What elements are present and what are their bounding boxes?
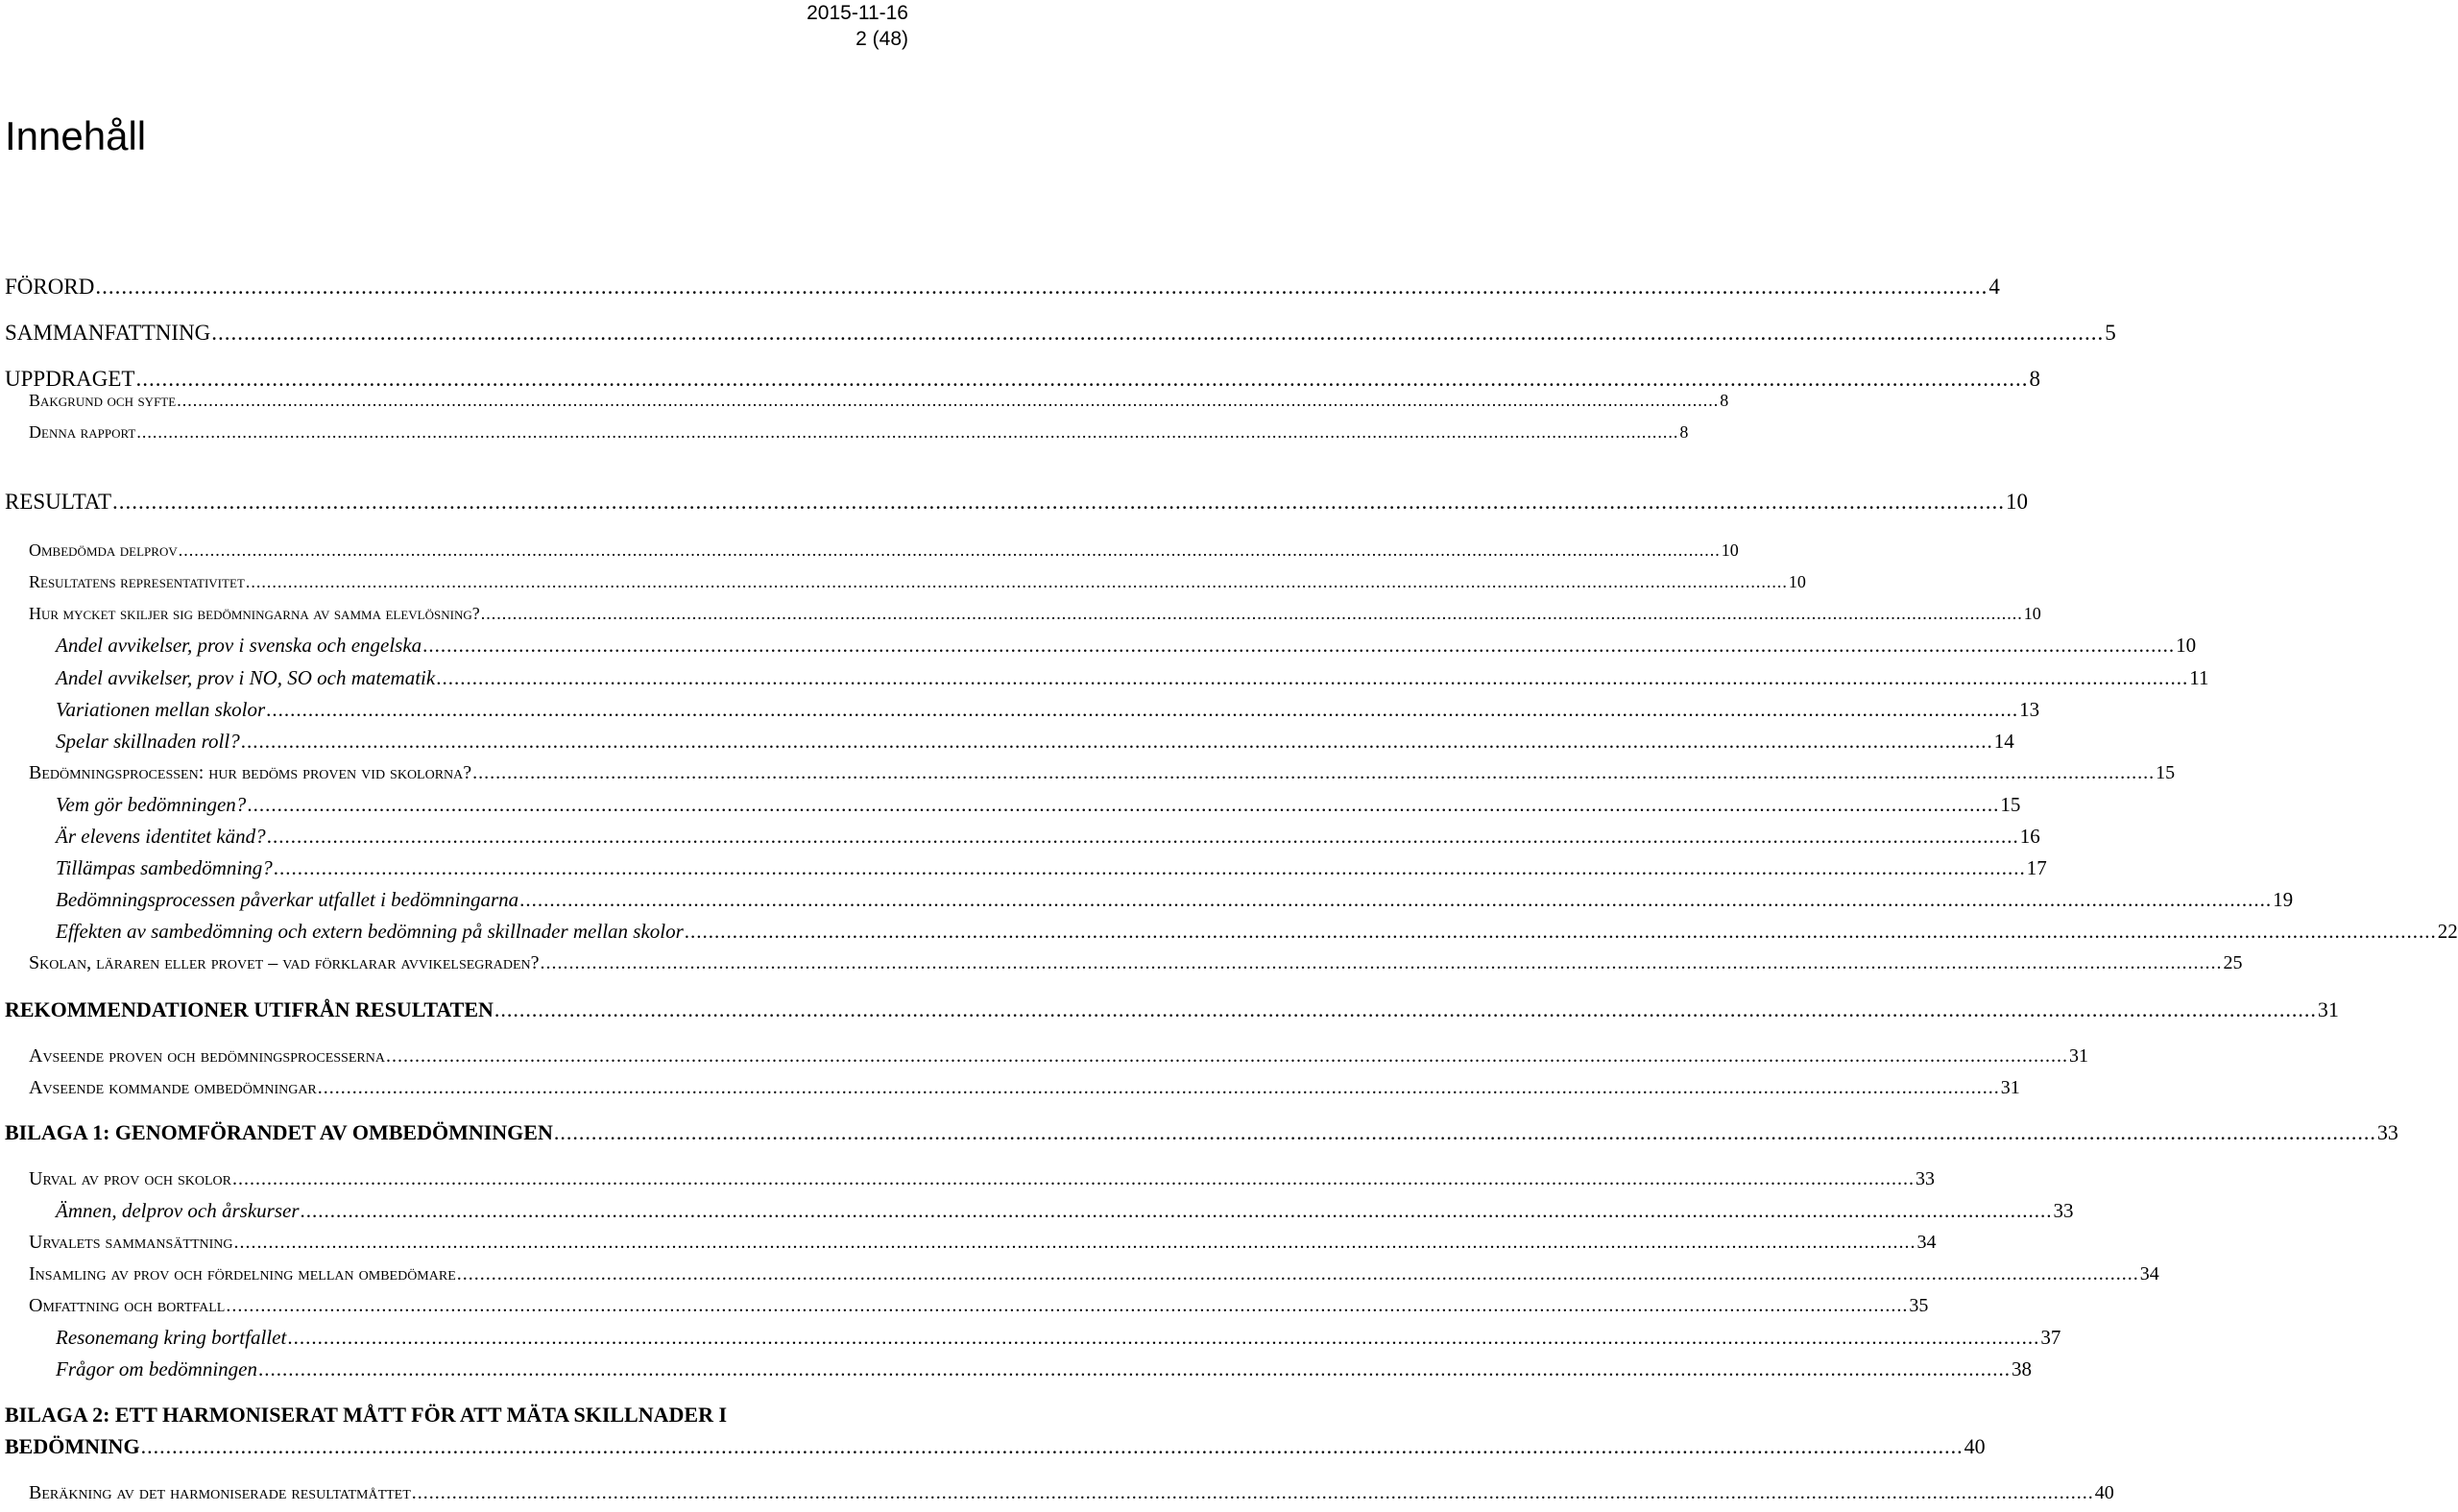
toc-entry-amnen[interactable]	[0, 1199, 2074, 1223]
toc-entry-denna-rapport[interactable]	[0, 422, 1689, 443]
toc-entry-label: Bakgrund och syfte	[29, 391, 177, 410]
toc-entry-uppdraget[interactable]	[0, 367, 2040, 392]
toc-entry-variationen[interactable]	[0, 698, 2040, 722]
toc-entry-urval[interactable]	[0, 1168, 1935, 1190]
toc-entry-label: Resonemang kring bortfallet	[56, 1326, 287, 1349]
toc-entry-page: 40	[1964, 1434, 1986, 1458]
toc-entry-label: Andel avvikelser, prov i svenska och engelska	[56, 634, 422, 657]
toc-entry-label: Bedömningsprocessen: hur bedöms proven vid skolorna?	[29, 762, 472, 783]
toc-entry-label: Urvalets sammansättning	[29, 1232, 233, 1253]
toc-entry-label: UPPDRAGET	[5, 367, 135, 391]
toc-entry-page: 15	[2000, 793, 2021, 816]
toc-entry-urvalets[interactable]	[0, 1232, 1937, 1254]
toc-entry-page: 14	[1993, 730, 2014, 753]
toc-entry-page: 25	[2223, 952, 2243, 973]
toc-entry-rekommendationer[interactable]	[0, 997, 2339, 1022]
toc-entry-page: 31	[2068, 1045, 2088, 1067]
toc-entry-page: 31	[2317, 997, 2339, 1021]
toc-entry-paverkar-utfallet[interactable]	[0, 888, 2294, 912]
toc-entry-label: Är elevens identitet känd?	[56, 825, 266, 848]
header-date: 2015-11-16	[807, 2, 908, 24]
toc-entry-skolan-lararen[interactable]	[0, 952, 2243, 974]
toc-entry-page: 33	[2376, 1120, 2398, 1144]
toc-entry-resultat[interactable]	[0, 490, 2029, 515]
toc-entry-label: Avseende proven och bedömningsprocesserna	[29, 1045, 385, 1067]
toc-entry-label: FÖRORD	[5, 275, 95, 299]
toc-entry-label: REKOMMENDATIONER UTIFRÅN RESULTATEN	[5, 997, 494, 1021]
toc-entry-page: 10	[1721, 540, 1739, 560]
toc-entry-berakning[interactable]	[0, 1482, 2114, 1504]
toc-entry-label: BEDÖMNING	[5, 1434, 140, 1458]
toc-entry-label: Ombedömda delprov	[29, 540, 178, 560]
toc-entry-label: Hur mycket skiljer sig bedömningarna av samma elevlösning?	[29, 604, 480, 623]
toc-entry-label: SAMMANFATTNING	[5, 321, 211, 345]
toc-entry-page: 35	[1909, 1295, 1929, 1316]
toc-entry-page: 10	[2023, 604, 2041, 623]
toc-entry-page: 10	[1788, 572, 1806, 591]
toc-entry-fragor[interactable]	[0, 1357, 2032, 1381]
toc-entry-page: 16	[2019, 825, 2040, 848]
toc-entry-page: 37	[2040, 1326, 2061, 1349]
toc-entry-omfattning[interactable]	[0, 1295, 1929, 1317]
toc-entry-label: Bedömningsprocessen påverkar utfallet i bedömningarna	[56, 888, 519, 911]
toc-entry-page: 40	[2094, 1482, 2114, 1503]
toc-entry-page: 10	[2176, 634, 2197, 657]
toc-entry-label: Vem gör bedömningen?	[56, 793, 247, 816]
toc-entry-page: 38	[2011, 1357, 2032, 1380]
toc-entry-avseende-kommande[interactable]	[0, 1077, 2020, 1099]
toc-entry-page: 13	[2019, 698, 2040, 721]
toc-entry-label: Ämnen, delprov och årskurser	[56, 1199, 300, 1222]
toc-entry-bilaga-1[interactable]	[0, 1120, 2398, 1145]
toc-entry-label: Skolan, läraren eller provet – vad förklarar avvikelsegraden?	[29, 952, 540, 973]
toc-entry-page: 17	[2026, 856, 2047, 879]
toc-entry-label: Variationen mellan skolor	[56, 698, 266, 721]
toc-entry-label: Frågor om bedömningen	[56, 1357, 257, 1380]
toc-entry-page: 4	[1988, 275, 2000, 299]
toc-entry-label: Urval av prov och skolor	[29, 1168, 231, 1189]
toc-entry-label: Effekten av sambedömning och extern bedömning på skillnader mellan skolor	[56, 920, 684, 943]
header-page-number: 2 (48)	[855, 28, 908, 50]
toc-entry-label: BILAGA 1: GENOMFÖRANDET AV OMBEDÖMNINGEN	[5, 1120, 553, 1144]
toc-entry-label: Tillämpas sambedömning?	[56, 856, 273, 879]
toc-entry-bilaga-2-line1[interactable]: BILAGA 2: ETT HARMONISERAT MÅTT FÖR ATT MÄTA SKILLNADER I	[5, 1403, 728, 1427]
toc-entry-insamling[interactable]	[0, 1263, 2159, 1285]
toc-entry-ombedomda-delprov[interactable]	[0, 540, 1739, 561]
toc-entry-bedomningsprocessen[interactable]	[0, 762, 2176, 784]
toc-entry-representativitet[interactable]	[0, 572, 1806, 592]
toc-entry-page: 11	[2189, 666, 2209, 689]
toc-entry-sammanfattning[interactable]	[0, 321, 2116, 346]
toc-entry-label: Avseende kommande ombedömningar	[29, 1077, 317, 1098]
toc-entry-page: 34	[1916, 1232, 1937, 1253]
toc-entry-resonemang[interactable]	[0, 1326, 2061, 1350]
toc-entry-hur-mycket[interactable]	[0, 604, 2041, 624]
toc-entry-page: 10	[2006, 490, 2029, 514]
toc-entry-avseende-proven[interactable]	[0, 1045, 2088, 1068]
toc-entry-label: Omfattning och bortfall	[29, 1295, 226, 1316]
toc-entry-label: Andel avvikelser, prov i NO, SO och matematik	[56, 666, 436, 689]
toc-entry-page: 19	[2273, 888, 2294, 911]
toc-entry-spelar-roll[interactable]	[0, 730, 2014, 754]
toc-entry-bakgrund[interactable]	[0, 391, 1729, 411]
toc-entry-page: 5	[2105, 321, 2116, 345]
toc-entry-vem-gor[interactable]	[0, 793, 2021, 817]
toc-entry-label: Resultatens representativitet	[29, 572, 245, 591]
toc-entry-page: 34	[2139, 1263, 2159, 1284]
toc-entry-page: 8	[2029, 367, 2040, 391]
toc-entry-bilaga-2[interactable]	[0, 1434, 1986, 1459]
toc-entry-label: Insamling av prov och fördelning mellan ombedömare	[29, 1263, 456, 1284]
toc-entry-label: Denna rapport	[29, 422, 136, 442]
toc-entry-page: 8	[1679, 422, 1689, 442]
toc-entry-identitet[interactable]	[0, 825, 2040, 849]
toc-entry-label: RESULTAT	[5, 490, 112, 514]
toc-entry-avvikelser-no-so-ma[interactable]	[0, 666, 2209, 690]
toc-entry-page: 8	[1720, 391, 1729, 410]
toc-entry-page: 33	[2053, 1199, 2074, 1222]
toc-entry-page: 33	[1915, 1168, 1935, 1189]
toc-entry-label: Spelar skillnaden roll?	[56, 730, 240, 753]
toc-entry-sambedomning[interactable]	[0, 856, 2047, 880]
page-title: Innehåll	[5, 113, 147, 158]
toc-entry-effekten[interactable]	[0, 920, 2458, 944]
toc-entry-avvikelser-sv-en[interactable]	[0, 634, 2197, 658]
toc-entry-page: 22	[2437, 920, 2458, 943]
toc-entry-page: 15	[2156, 762, 2176, 783]
toc-entry-label: Beräkning av det harmoniserade resultatmåttet	[29, 1482, 411, 1503]
toc-entry-page: 31	[2000, 1077, 2020, 1098]
toc-entry-forord[interactable]	[0, 275, 2000, 300]
